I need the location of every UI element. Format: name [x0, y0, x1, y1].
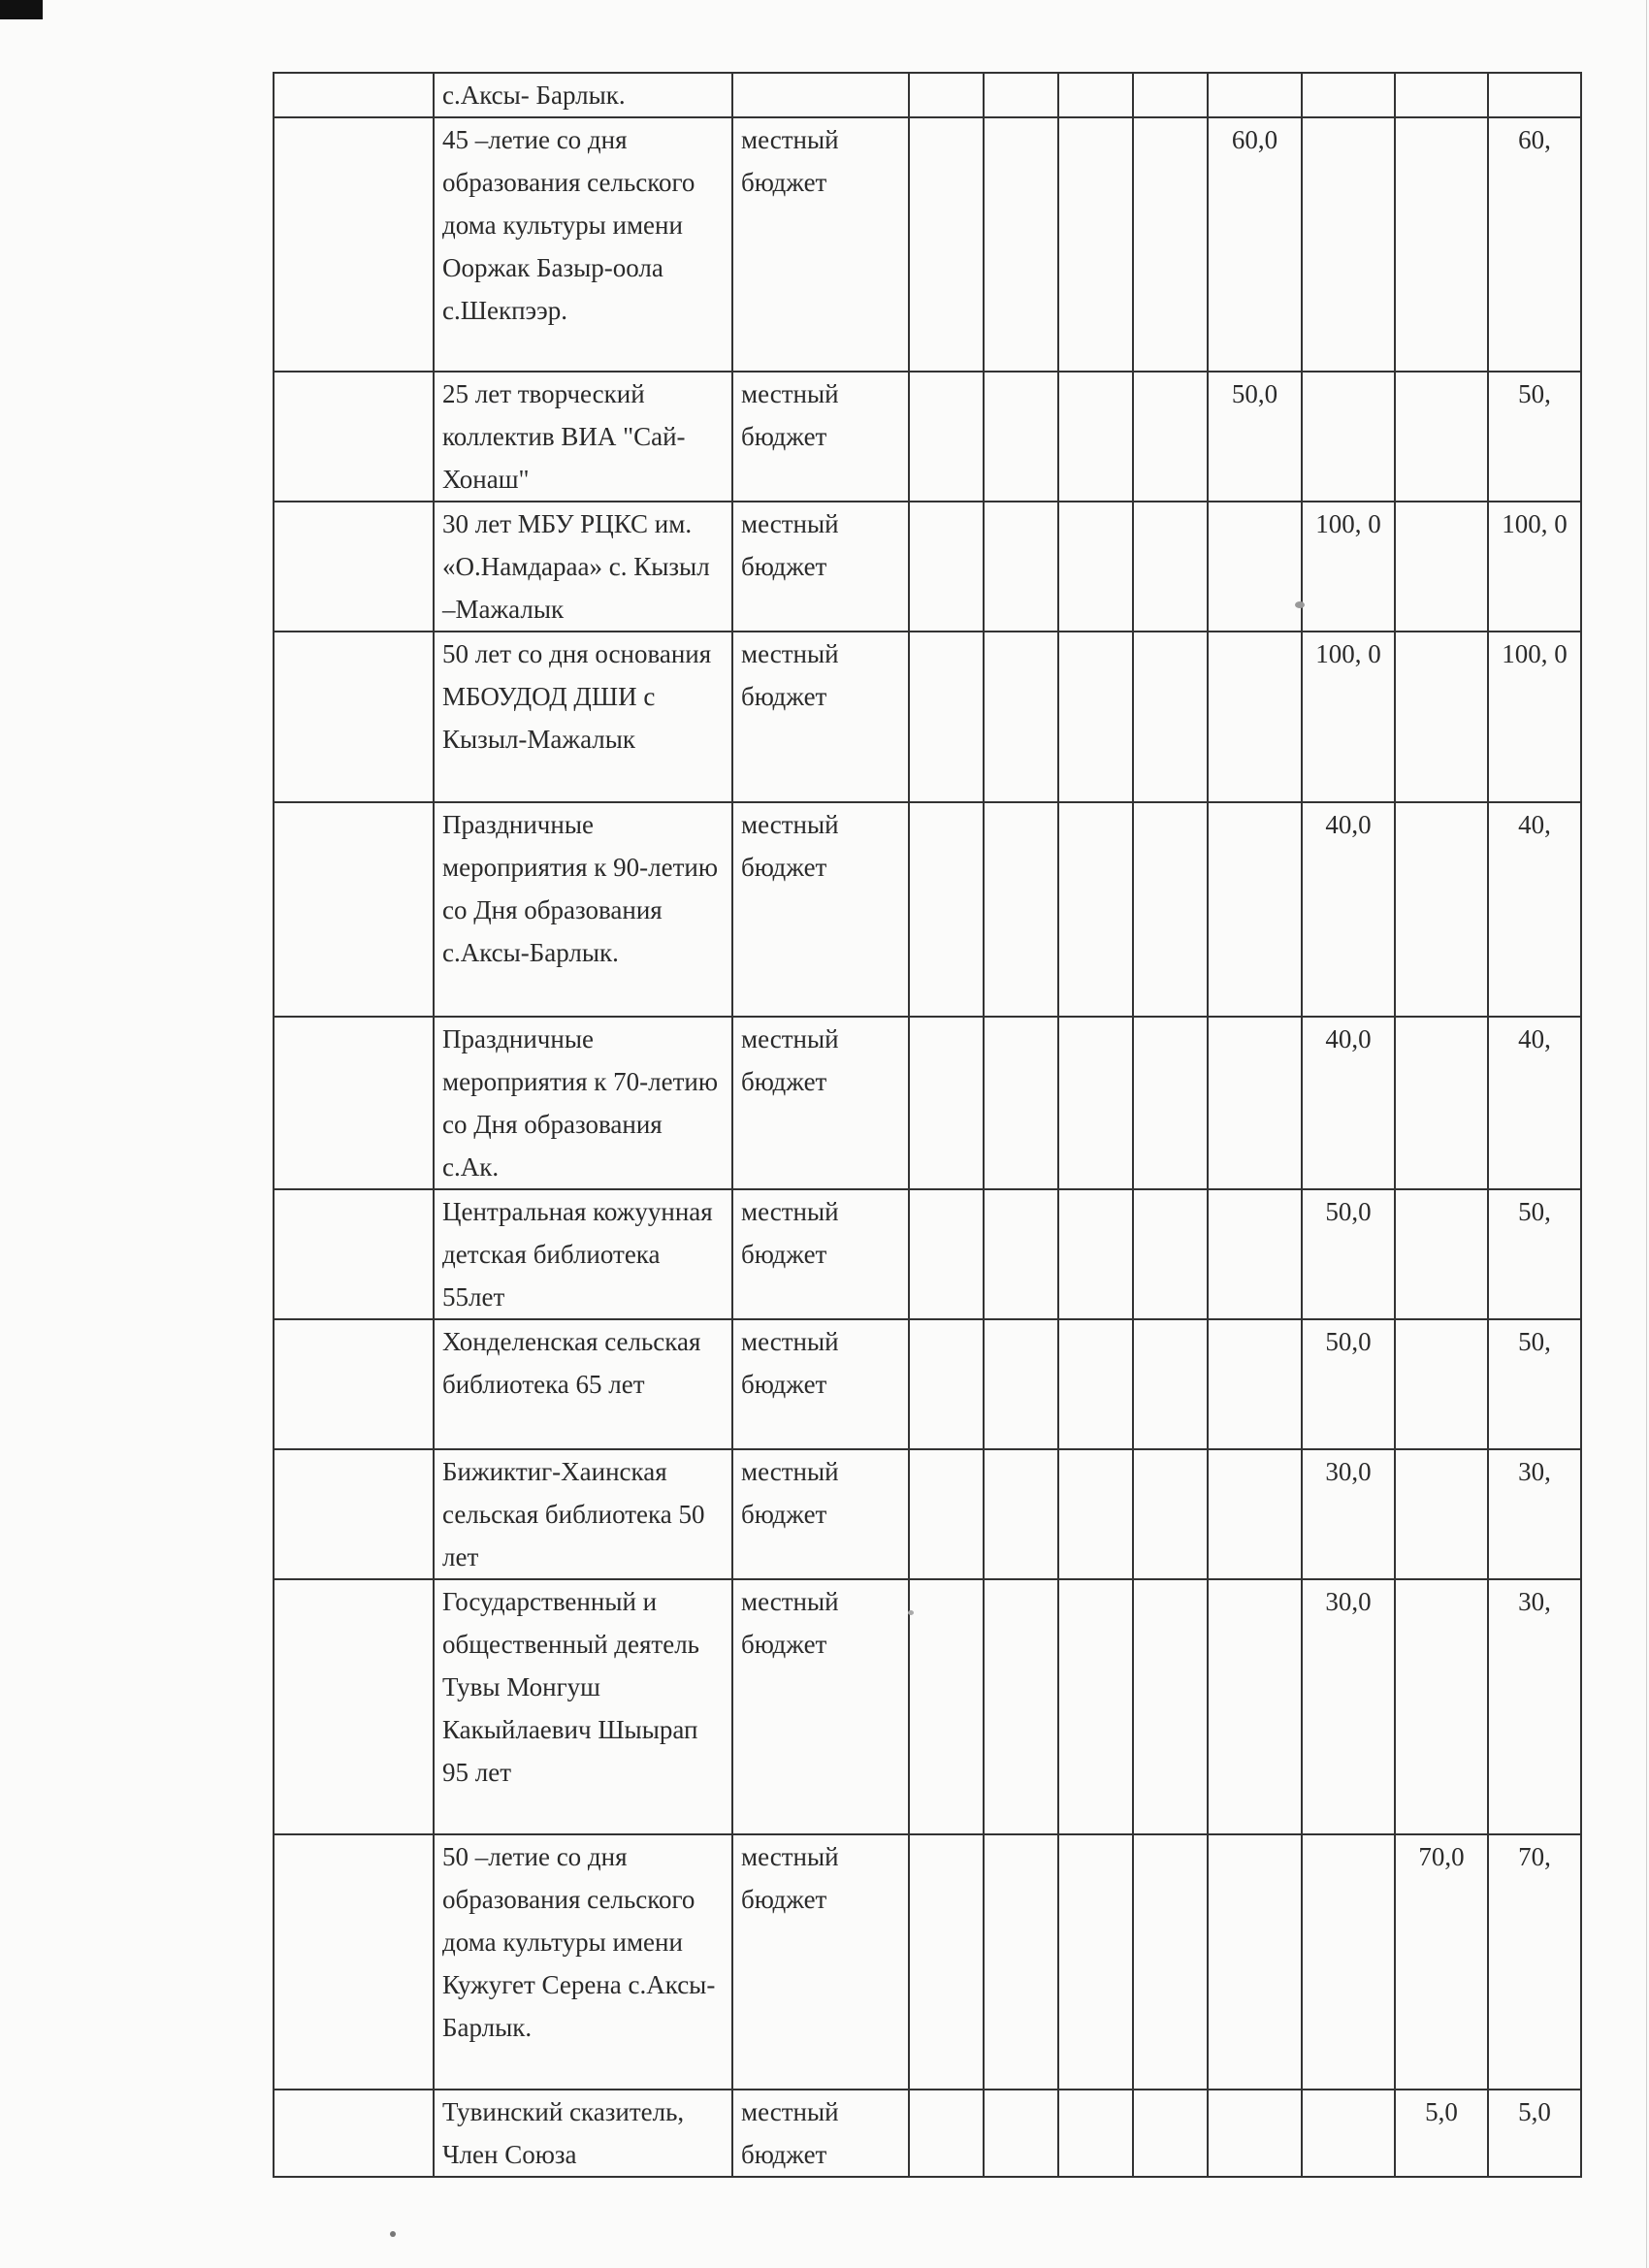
event-name-cell: Государственный и общественный деятель Тувы Монгуш Какыйлаевич Шыырап 95 лет: [434, 1579, 732, 1834]
row-number-cell: [274, 372, 434, 502]
row-number-cell: [274, 1579, 434, 1834]
total-amount-cell: 100, 0: [1488, 502, 1581, 632]
scan-edge-line: [1646, 0, 1647, 2268]
amount-cell: [1133, 372, 1208, 502]
budget-table-sheet: [273, 72, 1577, 2178]
row-number-cell: [274, 1017, 434, 1189]
event-name-cell: Тувинский сказитель, Член Союза: [434, 2090, 732, 2177]
total-amount-cell: 30,: [1488, 1579, 1581, 1834]
table-row: [274, 802, 1581, 1017]
amount-cell: 100, 0: [1302, 502, 1395, 632]
amount-cell: [1058, 1834, 1133, 2090]
table-row: [274, 1834, 1581, 2090]
amount-cell: [909, 632, 984, 802]
funding-source-cell: местный бюджет: [732, 502, 909, 632]
amount-cell: [984, 372, 1058, 502]
amount-cell: [1395, 1449, 1488, 1579]
row-number-cell: [274, 2090, 434, 2177]
amount-cell: [1058, 502, 1133, 632]
table-row: [274, 2090, 1581, 2177]
amount-cell: 60,0: [1208, 117, 1302, 372]
amount-cell: [1208, 1319, 1302, 1449]
scan-speck: [1295, 601, 1305, 608]
event-name-cell: Хонделенская сельская библиотека 65 лет: [434, 1319, 732, 1449]
total-amount-cell: 30,: [1488, 1449, 1581, 1579]
row-number-cell: [274, 1834, 434, 2090]
event-name-cell: 50 лет со дня основания МБОУДОД ДШИ с Кызыл-Мажалык: [434, 632, 732, 802]
funding-source-cell: местный бюджет: [732, 632, 909, 802]
row-number-cell: [274, 117, 434, 372]
amount-cell: [1058, 372, 1133, 502]
amount-cell: [1133, 1579, 1208, 1834]
funding-source-cell: местный бюджет: [732, 1834, 909, 2090]
table-row: [274, 1319, 1581, 1449]
event-name-cell: Праздничные мероприятия к 70-летию со Дня образования с.Ак.: [434, 1017, 732, 1189]
total-amount-cell: 50,: [1488, 1189, 1581, 1319]
amount-cell: [1302, 372, 1395, 502]
funding-source-cell: местный бюджет: [732, 2090, 909, 2177]
total-amount-cell: 5,0: [1488, 2090, 1581, 2177]
amount-cell: 100, 0: [1302, 632, 1395, 802]
amount-cell: [1133, 73, 1208, 117]
event-name-cell: Центральная кожуунная детская библиотека 55лет: [434, 1189, 732, 1319]
amount-cell: [1058, 1017, 1133, 1189]
amount-cell: [1208, 1579, 1302, 1834]
amount-cell: [909, 117, 984, 372]
amount-cell: 50,0: [1302, 1189, 1395, 1319]
amount-cell: [984, 502, 1058, 632]
amount-cell: [1133, 2090, 1208, 2177]
amount-cell: [984, 802, 1058, 1017]
funding-source-cell: местный бюджет: [732, 372, 909, 502]
event-name-cell: 50 –летие со дня образования сельского дома культуры имени Кужугет Серена с.Аксы-Барлык.: [434, 1834, 732, 2090]
amount-cell: [1058, 1189, 1133, 1319]
amount-cell: 40,0: [1302, 1017, 1395, 1189]
amount-cell: [1208, 502, 1302, 632]
amount-cell: [1395, 1017, 1488, 1189]
amount-cell: [1133, 502, 1208, 632]
amount-cell: [984, 1189, 1058, 1319]
total-amount-cell: 50,: [1488, 1319, 1581, 1449]
amount-cell: [984, 632, 1058, 802]
amount-cell: [1395, 1189, 1488, 1319]
amount-cell: [1302, 2090, 1395, 2177]
amount-cell: [984, 117, 1058, 372]
amount-cell: 70,0: [1395, 1834, 1488, 2090]
amount-cell: [1395, 73, 1488, 117]
amount-cell: [909, 1189, 984, 1319]
amount-cell: [1395, 1579, 1488, 1834]
event-name-cell: Бижиктиг-Хаинская сельская библиотека 50 лет: [434, 1449, 732, 1579]
amount-cell: [909, 1579, 984, 1834]
amount-cell: [1058, 1319, 1133, 1449]
table-row: [274, 632, 1581, 802]
amount-cell: [1133, 117, 1208, 372]
total-amount-cell: [1488, 73, 1581, 117]
amount-cell: [1058, 117, 1133, 372]
amount-cell: [1058, 802, 1133, 1017]
funding-source-cell: местный бюджет: [732, 1017, 909, 1189]
funding-source-cell: местный бюджет: [732, 1449, 909, 1579]
table-row: [274, 502, 1581, 632]
amount-cell: [1395, 372, 1488, 502]
amount-cell: [909, 802, 984, 1017]
amount-cell: [909, 1834, 984, 2090]
amount-cell: [1208, 1834, 1302, 2090]
amount-cell: [984, 1017, 1058, 1189]
amount-cell: [1133, 632, 1208, 802]
amount-cell: [909, 2090, 984, 2177]
scan-speck: [390, 2231, 396, 2237]
table-row: [274, 1017, 1581, 1189]
funding-source-cell: местный бюджет: [732, 802, 909, 1017]
amount-cell: [1395, 117, 1488, 372]
amount-cell: [1133, 1834, 1208, 2090]
amount-cell: [1058, 1449, 1133, 1579]
amount-cell: [1058, 2090, 1133, 2177]
amount-cell: [1395, 632, 1488, 802]
table-row: [274, 372, 1581, 502]
amount-cell: [984, 1449, 1058, 1579]
amount-cell: 50,0: [1208, 372, 1302, 502]
total-amount-cell: 70,: [1488, 1834, 1581, 2090]
amount-cell: 40,0: [1302, 802, 1395, 1017]
amount-cell: 50,0: [1302, 1319, 1395, 1449]
event-name-cell: 45 –летие со дня образования сельского дома культуры имени Ооржак Базыр-оола с.Шекпээр.: [434, 117, 732, 372]
event-name-cell: 30 лет МБУ РЦКС им. «О.Намдараа» с. Кызыл –Мажалык: [434, 502, 732, 632]
amount-cell: [984, 1834, 1058, 2090]
row-number-cell: [274, 502, 434, 632]
amount-cell: [1208, 802, 1302, 1017]
amount-cell: [984, 1319, 1058, 1449]
amount-cell: [909, 372, 984, 502]
amount-cell: [1395, 1319, 1488, 1449]
amount-cell: [1208, 1449, 1302, 1579]
amount-cell: 30,0: [1302, 1449, 1395, 1579]
row-number-cell: [274, 73, 434, 117]
row-number-cell: [274, 802, 434, 1017]
amount-cell: [909, 1017, 984, 1189]
row-number-cell: [274, 1189, 434, 1319]
amount-cell: [1208, 1017, 1302, 1189]
scan-speck: [908, 1610, 914, 1615]
amount-cell: [909, 73, 984, 117]
amount-cell: 30,0: [1302, 1579, 1395, 1834]
amount-cell: [1302, 73, 1395, 117]
amount-cell: [1395, 802, 1488, 1017]
amount-cell: [1058, 1579, 1133, 1834]
amount-cell: [1133, 802, 1208, 1017]
event-name-cell: Праздничные мероприятия к 90-летию со Дня образования с.Аксы-Барлык.: [434, 802, 732, 1017]
amount-cell: [1395, 502, 1488, 632]
funding-source-cell: местный бюджет: [732, 1189, 909, 1319]
amount-cell: [1208, 73, 1302, 117]
amount-cell: [1133, 1319, 1208, 1449]
table-row: [274, 117, 1581, 372]
total-amount-cell: 50,: [1488, 372, 1581, 502]
amount-cell: [909, 1319, 984, 1449]
amount-cell: [984, 2090, 1058, 2177]
amount-cell: [909, 1449, 984, 1579]
total-amount-cell: 60,: [1488, 117, 1581, 372]
scan-corner-mark: [0, 0, 43, 19]
funding-source-cell: местный бюджет: [732, 1579, 909, 1834]
table-row: [274, 1449, 1581, 1579]
amount-cell: [1302, 1834, 1395, 2090]
event-name-cell: 25 лет творческий коллектив ВИА "Сай-Хонаш": [434, 372, 732, 502]
table-row: [274, 1189, 1581, 1319]
funding-source-cell: [732, 73, 909, 117]
row-number-cell: [274, 1319, 434, 1449]
amount-cell: [984, 73, 1058, 117]
amount-cell: [909, 502, 984, 632]
table-row: [274, 1579, 1581, 1834]
amount-cell: [1133, 1449, 1208, 1579]
row-number-cell: [274, 632, 434, 802]
amount-cell: [984, 1579, 1058, 1834]
amount-cell: [1208, 1189, 1302, 1319]
event-name-cell: с.Аксы- Барлык.: [434, 73, 732, 117]
budget-table: [273, 72, 1582, 2178]
amount-cell: [1133, 1017, 1208, 1189]
funding-source-cell: местный бюджет: [732, 1319, 909, 1449]
funding-source-cell: местный бюджет: [732, 117, 909, 372]
total-amount-cell: 100, 0: [1488, 632, 1581, 802]
table-row: [274, 73, 1581, 117]
amount-cell: [1133, 1189, 1208, 1319]
amount-cell: 5,0: [1395, 2090, 1488, 2177]
amount-cell: [1302, 117, 1395, 372]
total-amount-cell: 40,: [1488, 802, 1581, 1017]
amount-cell: [1208, 632, 1302, 802]
amount-cell: [1058, 632, 1133, 802]
amount-cell: [1208, 2090, 1302, 2177]
row-number-cell: [274, 1449, 434, 1579]
total-amount-cell: 40,: [1488, 1017, 1581, 1189]
amount-cell: [1058, 73, 1133, 117]
